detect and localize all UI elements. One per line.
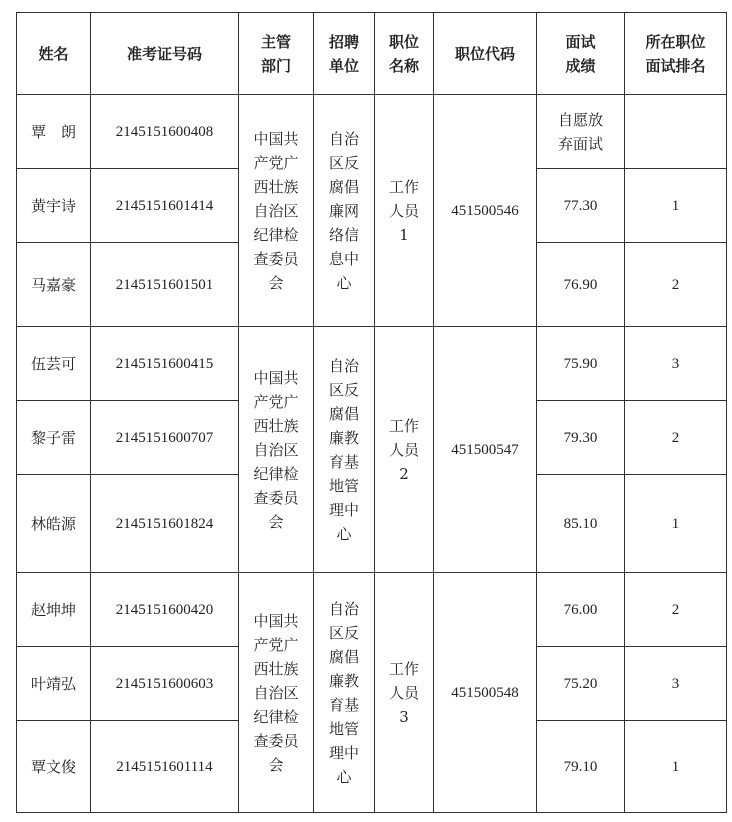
cell-name: 伍芸可 — [17, 327, 91, 401]
header-name: 姓名 — [17, 13, 91, 95]
cell-name: 覃 朗 — [17, 95, 91, 169]
cell-exam-id: 2145151600415 — [91, 327, 239, 401]
cell-exam-id: 2145151601114 — [91, 721, 239, 813]
cell-unit: 自治区反腐倡廉网络信息中心 — [314, 95, 375, 327]
cell-score: 76.90 — [537, 243, 625, 327]
cell-exam-id: 2145151601824 — [91, 475, 239, 573]
cell-score: 75.20 — [537, 647, 625, 721]
cell-exam-id: 2145151600603 — [91, 647, 239, 721]
cell-position: 工作人员3 — [375, 573, 434, 813]
header-unit: 招聘单位 — [314, 13, 375, 95]
cell-rank: 3 — [625, 327, 727, 401]
cell-exam-id: 2145151600408 — [91, 95, 239, 169]
cell-name: 叶靖弘 — [17, 647, 91, 721]
cell-exam-id: 2145151600707 — [91, 401, 239, 475]
table-row — [17, 95, 727, 169]
header-position-code: 职位代码 — [434, 13, 537, 95]
cell-position: 工作人员2 — [375, 327, 434, 573]
cell-score: 79.30 — [537, 401, 625, 475]
cell-exam-id: 2145151601501 — [91, 243, 239, 327]
cell-score: 75.90 — [537, 327, 625, 401]
cell-unit: 自治区反腐倡廉教育基地管理中心 — [314, 327, 375, 573]
cell-exam-id: 2145151601414 — [91, 169, 239, 243]
header-score: 面试成绩 — [537, 13, 625, 95]
cell-rank: 2 — [625, 243, 727, 327]
cell-name: 覃文俊 — [17, 721, 91, 813]
cell-name: 黎子雷 — [17, 401, 91, 475]
cell-score: 自愿放弃面试 — [537, 95, 625, 169]
header-row — [17, 13, 727, 95]
cell-dept: 中国共产党广西壮族自治区纪律检查委员会 — [239, 327, 314, 573]
cell-rank: 1 — [625, 721, 727, 813]
cell-exam-id: 2145151600420 — [91, 573, 239, 647]
table-row — [17, 573, 727, 647]
table-row — [17, 327, 727, 401]
cell-unit: 自治区反腐倡廉教育基地管理中心 — [314, 573, 375, 813]
cell-score: 77.30 — [537, 169, 625, 243]
cell-dept: 中国共产党广西壮族自治区纪律检查委员会 — [239, 95, 314, 327]
interview-score-table — [16, 12, 727, 813]
cell-name: 黄宇诗 — [17, 169, 91, 243]
cell-score: 79.10 — [537, 721, 625, 813]
cell-rank: 2 — [625, 401, 727, 475]
cell-name: 林皓源 — [17, 475, 91, 573]
cell-rank: 1 — [625, 169, 727, 243]
cell-rank: 3 — [625, 647, 727, 721]
header-rank: 所在职位面试排名 — [625, 13, 727, 95]
cell-position-code: 451500548 — [434, 573, 537, 813]
cell-score: 85.10 — [537, 475, 625, 573]
cell-rank — [625, 95, 727, 169]
cell-name: 赵坤坤 — [17, 573, 91, 647]
cell-position: 工作人员1 — [375, 95, 434, 327]
cell-position-code: 451500547 — [434, 327, 537, 573]
cell-position-code: 451500546 — [434, 95, 537, 327]
header-exam-id: 准考证号码 — [91, 13, 239, 95]
cell-score: 76.00 — [537, 573, 625, 647]
header-dept: 主管部门 — [239, 13, 314, 95]
cell-dept: 中国共产党广西壮族自治区纪律检查委员会 — [239, 573, 314, 813]
header-position: 职位名称 — [375, 13, 434, 95]
cell-rank: 2 — [625, 573, 727, 647]
cell-rank: 1 — [625, 475, 727, 573]
cell-name: 马嘉豪 — [17, 243, 91, 327]
